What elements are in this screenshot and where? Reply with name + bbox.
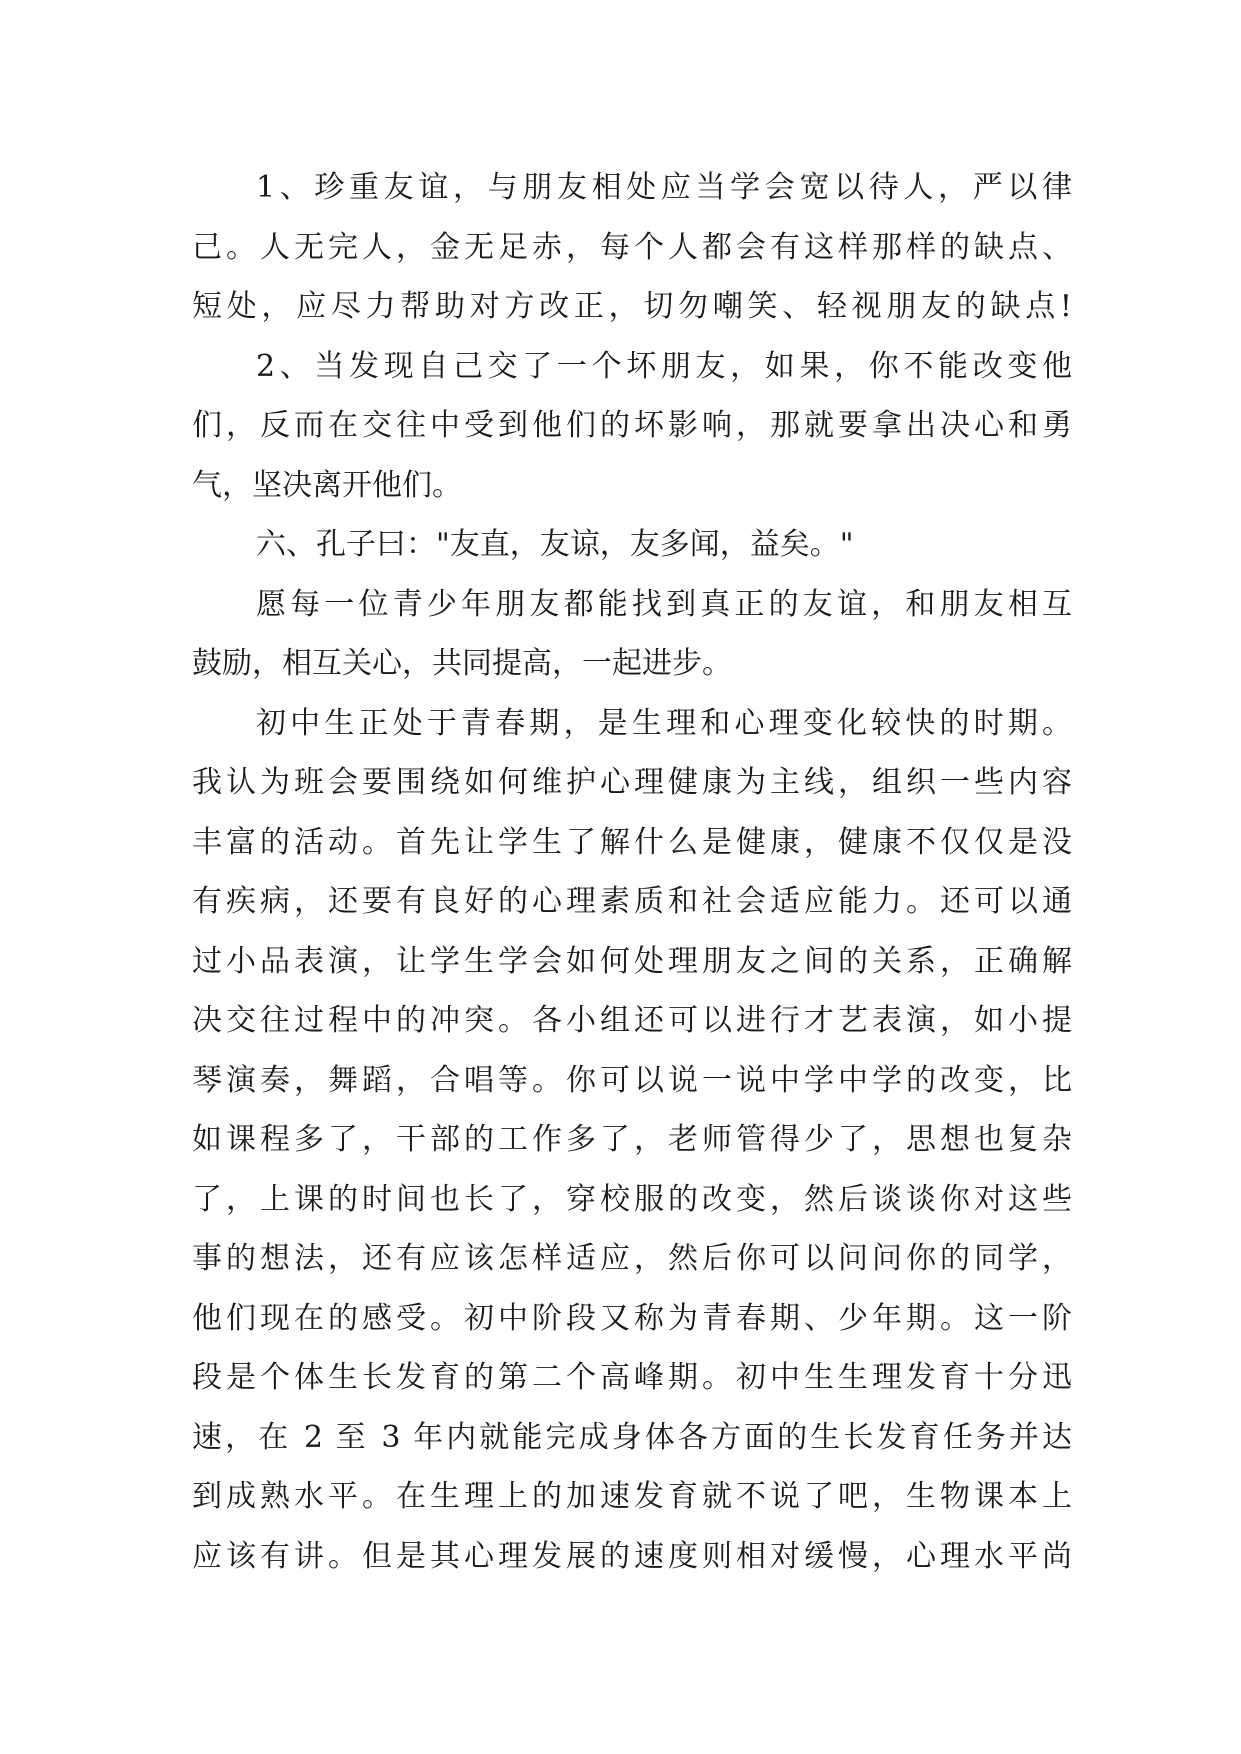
text-line: 鼓励，相互关心，共同提高，一起进步。 [192, 646, 732, 681]
text-line: 到成熟水平。在生理上的加速发育就不说了吧，生物课本上 [192, 1479, 1072, 1514]
text-line: 愿每一位青少年朋友都能找到真正的友谊，和朋友相互 [256, 586, 1072, 622]
document-body [192, 158, 1072, 1586]
text-line: 如课程多了，干部的工作多了，老师管得少了，思想也复杂 [192, 1122, 1072, 1157]
paragraph-friendship-advice-1 [192, 158, 1072, 337]
text-line: 六、孔子曰："友直，友谅，友多闻，益矣。" [256, 527, 854, 562]
text-line: 段是个体生长发育的第二个高峰期。初中生生理发育十分迅 [192, 1360, 1072, 1395]
text-line: 琴演奏，舞蹈，合唱等。你可以说一说中学中学的改变，比 [192, 1062, 1072, 1098]
paragraph-confucius-quote [192, 515, 1072, 575]
text-line: 我认为班会要围绕如何维护心理健康为主线，组织一些内容 [192, 765, 1072, 800]
text-line: 应该有讲。但是其心理发展的速度则相对缓慢，心理水平尚 [192, 1538, 1072, 1574]
text-line: 他们现在的感受。初中阶段又称为青春期、少年期。这一阶 [192, 1300, 1072, 1336]
text-line: 初中生正处于青春期，是生理和心理变化较快的时期。 [256, 705, 1072, 741]
text-line: 气，坚决离开他们。 [192, 467, 462, 503]
text-line: 1、珍重友谊，与朋友相处应当学会宽以待人，严以律 [256, 170, 1072, 205]
text-line: 过小品表演，让学生学会如何处理朋友之间的关系，正确解 [192, 943, 1072, 979]
paragraph-friendship-advice-2 [192, 337, 1072, 516]
text-line: 有疾病，还要有良好的心理素质和社会适应能力。还可以通 [192, 884, 1072, 919]
text-line: 了，上课的时间也长了，穿校服的改变，然后谈谈你对这些 [192, 1181, 1072, 1217]
paragraph-class-meeting [192, 694, 1072, 1587]
text-line: 己。人无完人，金无足赤，每个人都会有这样那样的缺点、 [192, 229, 1072, 265]
text-line: 决交往过程中的冲突。各小组还可以进行才艺表演，如小提 [192, 1003, 1072, 1038]
text-line: 事的想法，还有应该怎样适应，然后你可以问问你的同学， [192, 1241, 1072, 1276]
text-line: 丰富的活动。首先让学生了解什么是健康，健康不仅仅是没 [192, 824, 1072, 860]
paragraph-wish [192, 575, 1072, 694]
text-line: 2、当发现自己交了一个坏朋友，如果，你不能改变他 [256, 348, 1072, 384]
text-line: 短处，应尽力帮助对方改正，切勿嘲笑、轻视朋友的缺点! [192, 289, 1072, 324]
text-line: 速，在 2 至 3 年内就能完成身体各方面的生长发育任务并达 [192, 1419, 1072, 1455]
text-line: 们，反而在交往中受到他们的坏影响，那就要拿出决心和勇 [192, 408, 1072, 443]
